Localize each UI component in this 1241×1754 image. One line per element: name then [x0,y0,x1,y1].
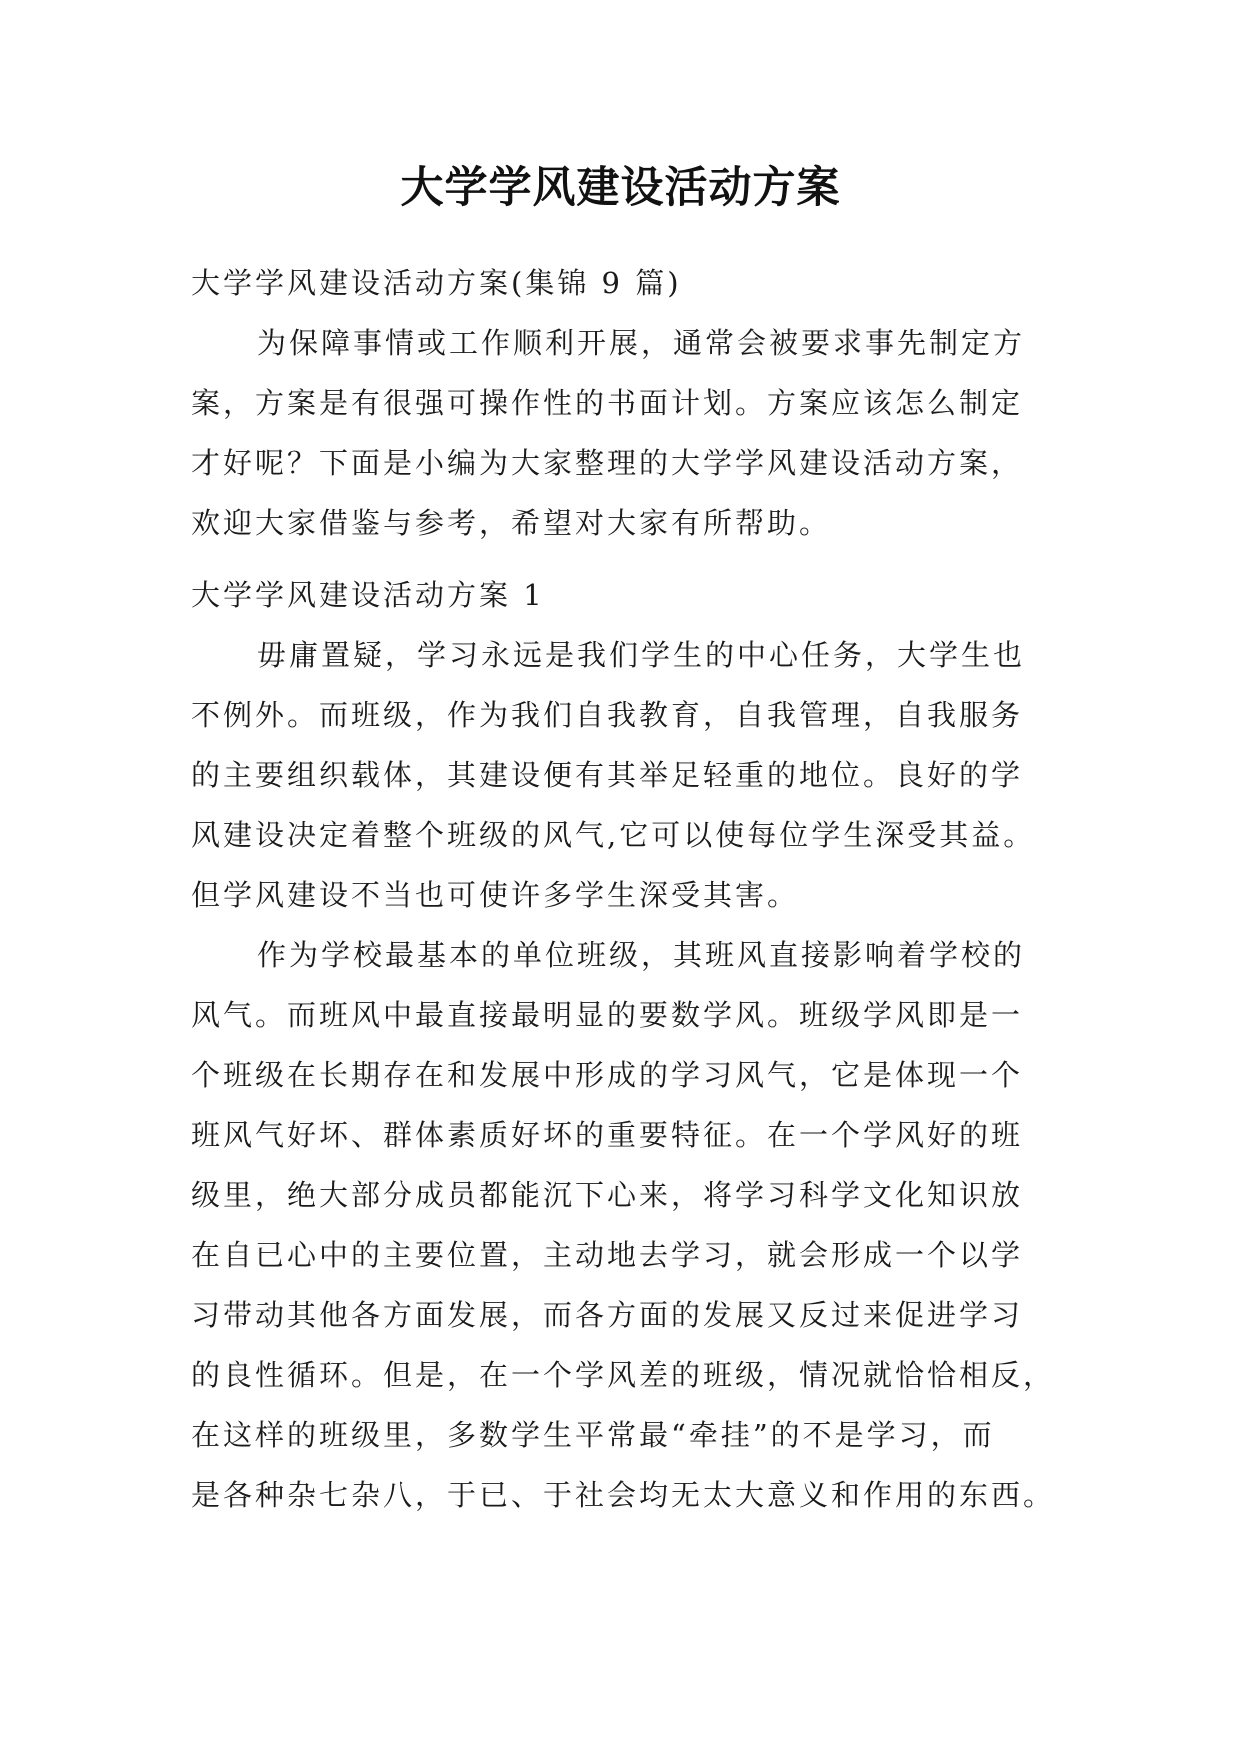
body-line: 风气。而班风中最直接最明显的要数学风。班级学风即是一 [191,998,1024,1032]
body-line: 不例外。而班级，作为我们自我教育，自我管理，自我服务 [191,698,1024,732]
intro-block [191,253,1051,553]
body-line: 班风气好坏、群体素质好坏的重要特征。在一个学风好的班 [191,1118,1024,1152]
intro-paragraph-line: 案，方案是有很强可操作性的书面计划。方案应该怎么制定 [191,386,1024,420]
body-line: 是各种杂七杂八，于已、于社会均无太大意义和作用的东西。 [191,1478,1056,1512]
body-line: 个班级在长期存在和发展中形成的学习风气，它是体现一个 [191,1058,1024,1092]
body-line: 毋庸置疑，学习永远是我们学生的中心任务，大学生也 [257,638,1026,672]
section-1-block [191,565,1056,1525]
intro-paragraph-line: 欢迎大家借鉴与参考，希望对大家有所帮助。 [191,506,832,540]
body-line: 习带动其他各方面发展，而各方面的发展又反过来促进学习 [191,1298,1024,1332]
intro-subtitle: 大学学风建设活动方案(集锦 9 篇) [191,266,682,300]
document-title: 大学学风建设活动方案 [400,163,841,213]
section-heading: 大学学风建设活动方案 1 [191,578,545,612]
body-line: 级里，绝大部分成员都能沉下心来，将学习科学文化知识放 [191,1178,1024,1212]
body-line: 的良性循环。但是，在一个学风差的班级，情况就恰恰相反， [191,1358,1056,1392]
intro-paragraph-line: 为保障事情或工作顺利开展，通常会被要求事先制定方 [257,326,1026,360]
body-line: 风建设决定着整个班级的风气,它可以使每位学生深受其益。 [191,818,1036,852]
body-line: 作为学校最基本的单位班级，其班风直接影响着学校的 [257,938,1026,972]
body-line: 的主要组织载体，其建设便有其举足轻重的地位。良好的学 [191,758,1024,792]
body-line: 在自已心中的主要位置，主动地去学习，就会形成一个以学 [191,1238,1024,1272]
intro-paragraph-line: 才好呢？下面是小编为大家整理的大学学风建设活动方案， [191,446,1024,480]
body-line: 在这样的班级里，多数学生平常最“牵挂”的不是学习，而 [191,1418,995,1452]
body-line: 但学风建设不当也可使许多学生深受其害。 [191,878,800,912]
